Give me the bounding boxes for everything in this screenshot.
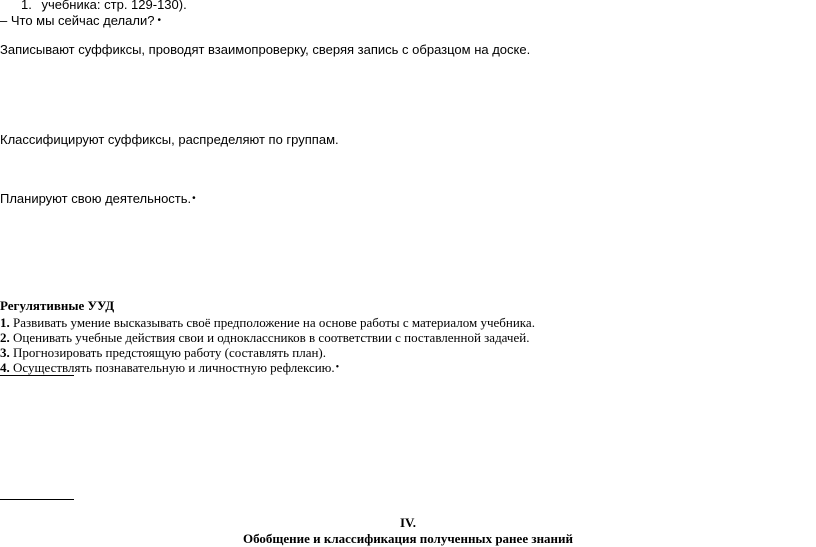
activity-plan-text: Планируют свою деятельность. xyxy=(0,191,192,206)
horizontal-rule xyxy=(0,375,74,376)
section-title: Обобщение и классификация полученных ранее знаний xyxy=(242,531,574,546)
uud-item-text: Оценивать учебные действия свои и одноклассников в соответствии с поставленной задачей. xyxy=(13,330,530,345)
uud-item-number: 1. xyxy=(0,315,10,330)
question-line xyxy=(0,13,161,31)
uud-item-3 xyxy=(0,345,326,361)
list-item-1 xyxy=(21,0,187,13)
section-number: IV. xyxy=(399,515,417,530)
uud-item-1 xyxy=(0,315,535,331)
uud-item-number: 3. xyxy=(0,345,10,360)
list-item-1-text: учебника: стр. 129-130). xyxy=(41,0,187,12)
uud-item-text: Развивать умение высказывать своё предположение на основе работы с материалом учебника. xyxy=(13,315,535,330)
activity-classify-suffixes: Классифицируют суффиксы, распределяют по группам. xyxy=(0,132,339,147)
uud-item-text: Прогнозировать предстоящую работу (составлять план). xyxy=(13,345,327,360)
uud-item-text: Осуществлять познавательную и личностную рефлексию. xyxy=(13,360,335,375)
bullet-icon: • xyxy=(192,193,196,204)
bullet-icon: • xyxy=(157,15,161,26)
uud-heading: Регулятивные УУД xyxy=(0,298,115,313)
uud-item-number: 2. xyxy=(0,330,10,345)
bullet-icon: • xyxy=(335,362,340,373)
list-item-1-number: 1. xyxy=(21,0,32,12)
uud-item-number: 4. xyxy=(0,360,10,375)
uud-item-2 xyxy=(0,330,529,346)
question-text: – Что мы сейчас делали? xyxy=(0,13,155,28)
footnote-separator xyxy=(0,499,74,500)
activity-records-suffixes: Записывают суффиксы, проводят взаимопроверку, сверяя запись с образцом на доске. xyxy=(0,42,531,57)
activity-plan xyxy=(0,191,196,209)
